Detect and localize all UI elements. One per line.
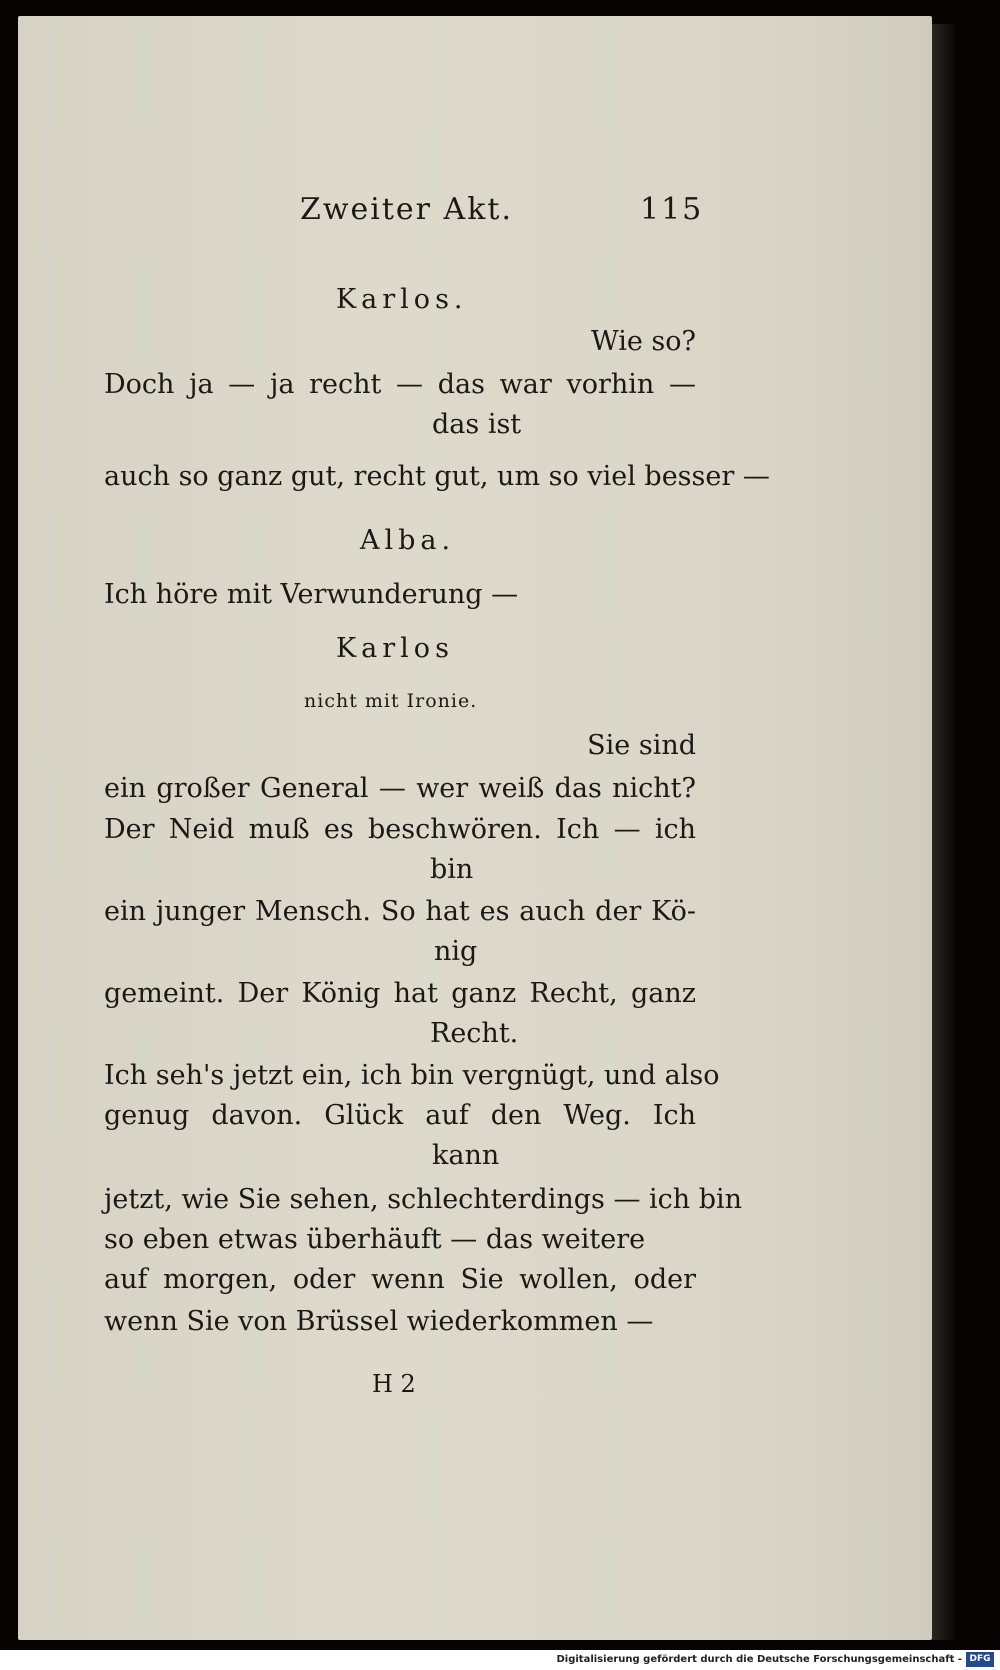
page-edge-shadow [932, 24, 954, 1640]
speaker-alba: Alba. [360, 525, 456, 556]
verse-line: so eben etwas überhäuft — das weitere [104, 1224, 646, 1255]
verse-line: genug davon. Glück auf den Weg. Ich [104, 1100, 696, 1131]
verse-line: gemeint. Der König hat ganz Recht, ganz [104, 978, 696, 1009]
stage-direction: nicht mit Ironie. [304, 690, 478, 712]
verse-line: Ich höre mit Verwunderung — [104, 579, 519, 610]
verse-line-wrap: kann [432, 1140, 500, 1171]
signature-mark: H 2 [372, 1370, 416, 1398]
digitization-credit: Digitalisierung gefördert durch die Deutsche Forschungsgemeinschaft - [556, 1654, 962, 1665]
verse-line-wrap: bin [430, 854, 474, 885]
verse-line: Ich seh's jetzt ein, ich bin vergnügt, und also [104, 1060, 720, 1091]
verse-line: Wie so? [590, 326, 696, 357]
verse-line: Der Neid muß es beschwören. Ich — ich [104, 814, 696, 845]
verse-line: auf morgen, oder wenn Sie wollen, oder [104, 1264, 696, 1295]
speaker-karlos: Karlos. [336, 284, 468, 315]
verse-line-wrap: Recht. [430, 1018, 519, 1049]
page-number: 115 [640, 192, 704, 227]
speaker-karlos: Karlos [336, 633, 454, 664]
verse-line-wrap: nig [434, 936, 478, 967]
dfg-logo: DFG [966, 1652, 994, 1667]
verse-line-wrap: das ist [432, 409, 522, 440]
verse-line: auch so ganz gut, recht gut, um so viel besser — [104, 461, 770, 492]
verse-line: Sie sind [587, 730, 696, 761]
running-title: Zweiter Akt. [300, 192, 513, 227]
verse-line: ein junger Mensch. So hat es auch der Kö- [104, 896, 696, 927]
verse-line: Doch ja — ja recht — das war vorhin — [104, 369, 696, 400]
verse-line: wenn Sie von Brüssel wiederkommen — [104, 1306, 654, 1337]
verse-line: ein großer General — wer weiß das nicht? [104, 773, 696, 804]
verse-line: jetzt, wie Sie sehen, schlechterdings — ich bin [104, 1184, 743, 1215]
